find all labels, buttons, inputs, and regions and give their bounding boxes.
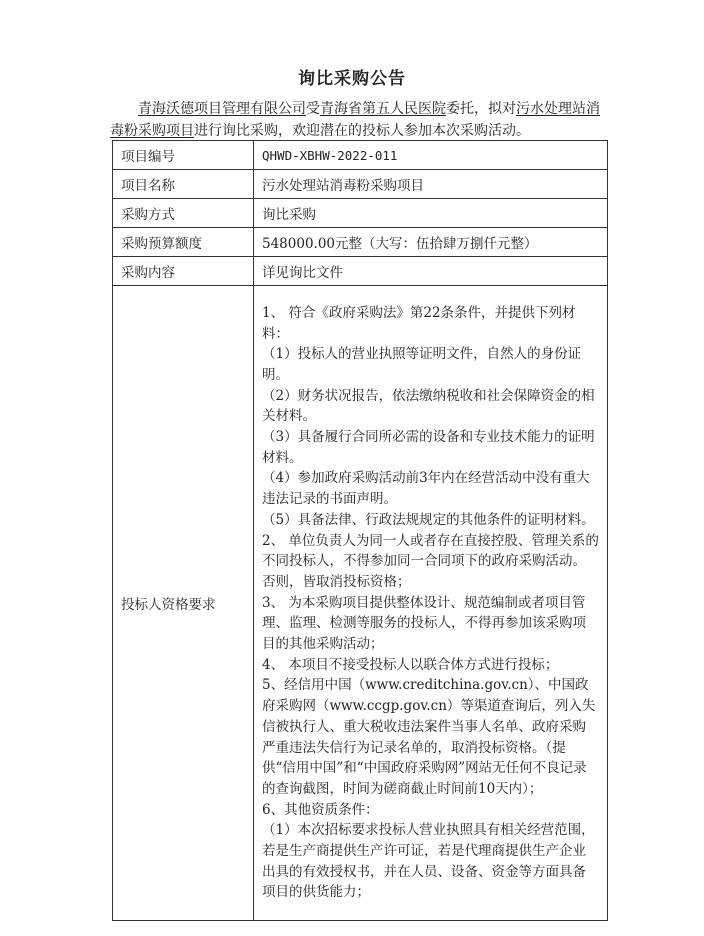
project-number: QHWD-XBHW-2022-011 (254, 141, 608, 170)
requirements-cell (254, 286, 608, 921)
table-row (113, 286, 608, 921)
row-label: 项目名称 (113, 170, 254, 199)
intro-tail: 进行询比采购，欢迎潜在的投标人参加本次采购活动。 (194, 123, 530, 139)
table-row (113, 257, 608, 286)
requirement-item: 6、其他资质条件： (262, 801, 379, 818)
requirement-item: （1）本次招标要求投标人营业执照具有相关经营范围，若是生产商提供生产许可证，若是代理商提供生产企业出具的有效授权书，并在人员、设备、资金等方面具备项目的供货能力； (262, 822, 595, 901)
requirement-item: 5、经信用中国（www.creditchina.gov.cn）、中国政府采购网（www.ccgp.gov.cn）等渠道查询后，列入失信被执行人、重大税收违法案件当事人名单、政府采购严重违法失信行为记录名单的，取消投标资格。（提供“信用中国”和“中国政府采购网”网站无任何不良记录的查询截图，时间为磋商截止时间前10天内）； (262, 677, 596, 797)
agent-name: 青海沃德项目管理有限公司 (138, 101, 306, 117)
table-row (113, 228, 608, 257)
requirements-label: 投标人资格要求 (113, 286, 254, 921)
requirement-item: （2）财务状况报告，依法缴纳税收和社会保障资金的相关材料。 (262, 387, 595, 425)
intro-project-name: 污水处理站消毒粉采购项目 (110, 101, 600, 139)
procurement-method: 询比采购 (254, 199, 608, 228)
project-info-table (112, 140, 608, 921)
table-row (113, 141, 608, 170)
requirement-item: 3、 为本采购项目提供整体设计、规范编制或者项目管理、监理、检测等服务的投标人，不得再参加该采购项目的其他采购活动； (262, 594, 586, 653)
requirement-item: 1、 符合《政府采购法》第22条条件，并提供下列材料： (262, 304, 576, 342)
table-row (113, 199, 608, 228)
requirement-item: （1）投标人的营业执照等证明文件，自然人的身份证明。 (262, 346, 582, 383)
requirement-item: （3）具备履行合同所必需的设备和专业技术能力的证明材料。 (262, 429, 595, 466)
requirement-item: 4、 本项目不接受投标人以联合体方式进行投标； (262, 656, 559, 673)
row-label: 采购内容 (113, 257, 254, 286)
row-label: 采购预算额度 (113, 228, 254, 257)
intro-connector-2: 委托，拟对 (446, 101, 516, 117)
row-label: 项目编号 (113, 141, 254, 170)
project-name: 污水处理站消毒粉采购项目 (254, 170, 608, 199)
procurement-content: 详见询比文件 (254, 257, 608, 286)
page-title: 询比采购公告 (298, 69, 406, 89)
intro-paragraph (110, 98, 610, 142)
budget-amount: 548000.00元整（大写：伍拾肆万捌仟元整） (254, 228, 608, 257)
requirement-item: （5）具备法律、行政法规规定的其他条件的证明材料。 (262, 511, 595, 528)
intro-connector-1: 受 (306, 101, 320, 117)
requirement-item: 2、 单位负责人为同一人或者存在直接控股、管理关系的不同投标人，不得参加同一合同项下的政府采购活动。否则，皆取消投标资格； (262, 532, 599, 590)
table-row (113, 170, 608, 199)
client-name: 青海省第五人民医院 (320, 101, 446, 117)
requirement-item: （4）参加政府采购活动前3年内在经营活动中没有重大违法记录的书面声明。 (262, 470, 590, 508)
row-label: 采购方式 (113, 199, 254, 228)
